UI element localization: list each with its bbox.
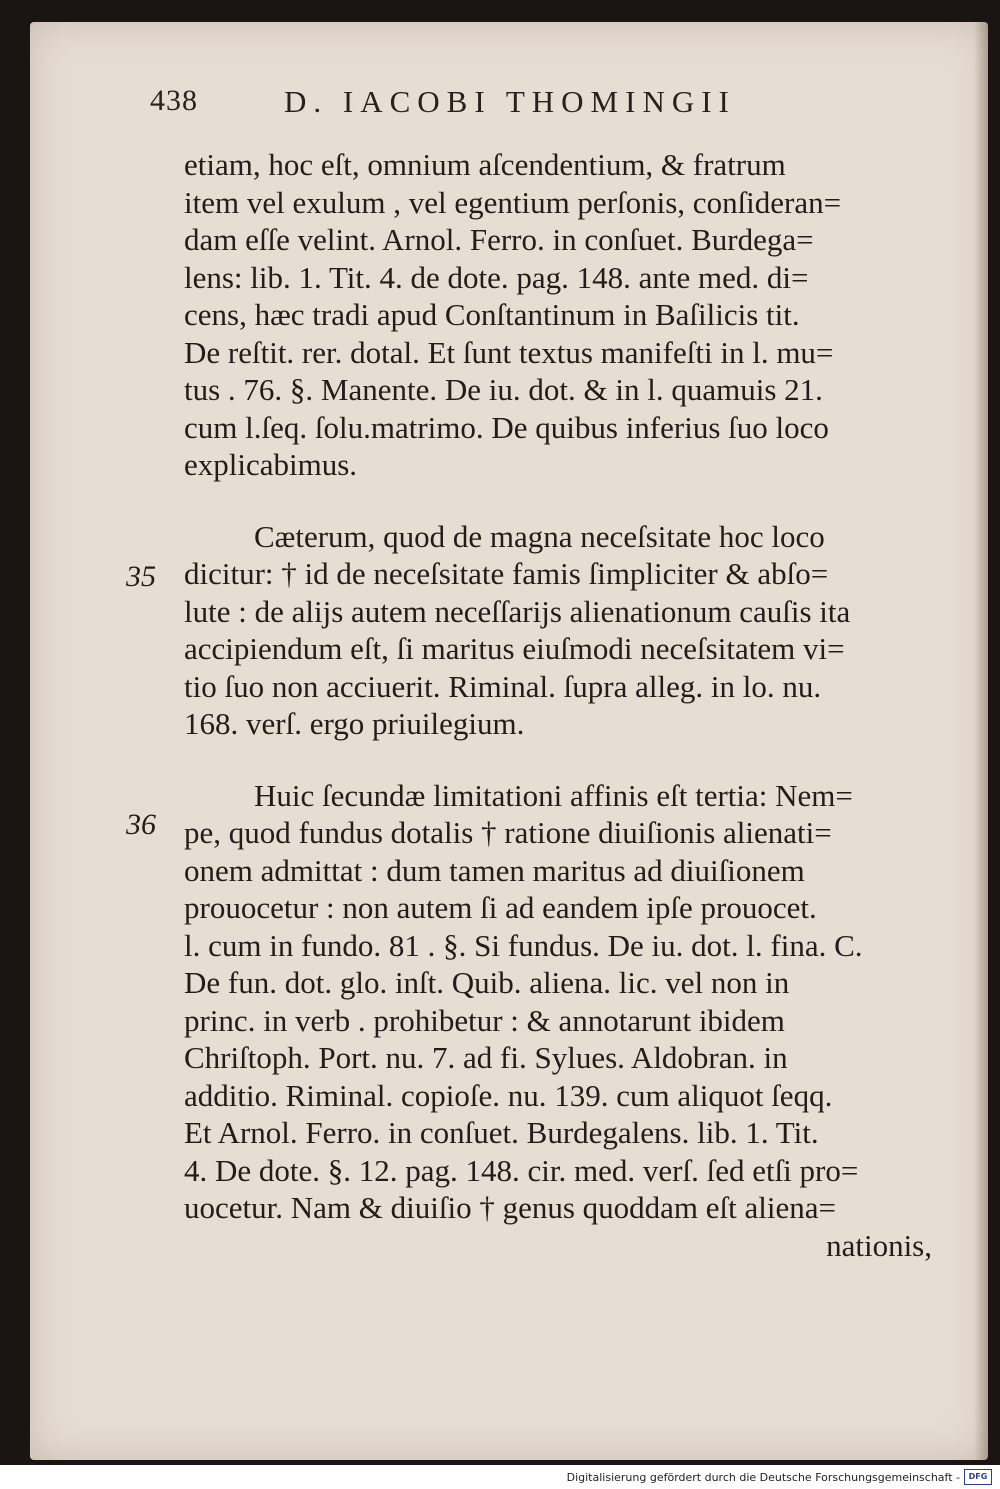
catchword: nationis, — [826, 1227, 932, 1263]
text-line: princ. in verb . prohibetur : & annotarunt ibidem — [184, 1002, 785, 1038]
text-line: lens: lib. 1. Tit. 4. de dote. pag. 148. ante med. di= — [184, 259, 809, 295]
text-line: dam eſſe velint. Arnol. Ferro. in conſuet. Burdega= — [184, 222, 814, 257]
page-edge-shadow — [974, 22, 988, 1460]
text-line: accipiendum eſt, ſi maritus eiuſmodi neceſsitatem vi= — [184, 631, 845, 666]
paragraph-3 — [184, 777, 944, 1265]
funding-notice: Digitalisierung gefördert durch die Deutsche Forschungsgemeinschaft - — [566, 1471, 960, 1484]
text-line: uocetur. Nam & diuiſio † genus quoddam eſt aliena= — [184, 1190, 836, 1225]
running-head: D. IACOBI THOMINGII — [284, 84, 736, 119]
text-line: De fun. dot. glo. inſt. Quib. aliena. lic. vel non in — [184, 965, 790, 1000]
paragraph-2 — [184, 518, 944, 743]
text-line: tio ſuo non acciuerit. Riminal. ſupra alleg. in lo. nu. — [184, 668, 822, 704]
text-line: lute : de alijs autem neceſſarijs alienationum cauſis ita — [184, 593, 851, 629]
footer-bar — [0, 1465, 1000, 1489]
margin-number-36: 36 — [126, 808, 156, 841]
text-line: Huic ſecundæ limitationi affinis eſt tertia: Nem= — [254, 777, 853, 813]
text-line: l. cum in fundo. 81 . §. Si fundus. De iu. dot. l. fina. C. — [184, 927, 863, 963]
text-line: cum l.ſeq. ſolu.matrimo. De quibus inferius ſuo loco — [184, 409, 829, 445]
text-line: tus . 76. §. Manente. De iu. dot. & in l. quamuis 21. — [184, 372, 823, 407]
text-line: Chriſtoph. Port. nu. 7. ad fi. Sylues. Aldobran. in — [184, 1040, 788, 1075]
paragraph-1 — [184, 146, 944, 484]
margin-number-35: 35 — [126, 560, 156, 593]
page-number: 438 — [150, 84, 198, 117]
text-line: De reſtit. rer. dotal. Et ſunt textus manifeſti in l. mu= — [184, 334, 834, 370]
text-line: dicitur: † id de neceſsitate famis ſimpliciter & abſo= — [184, 556, 829, 591]
text-line: Et Arnol. Ferro. in conſuet. Burdegalens. lib. 1. Tit. — [184, 1115, 819, 1150]
body-text — [184, 146, 944, 1264]
text-line: prouocetur : non autem ſi ad eandem ipſe prouocet. — [184, 890, 817, 925]
text-line: onem admittat : dum tamen maritus ad diuiſionem — [184, 852, 805, 888]
text-line: additio. Riminal. copioſe. nu. 139. cum aliquot ſeqq. — [184, 1077, 833, 1113]
text-line: Cæterum, quod de magna neceſsitate hoc loco — [254, 518, 825, 554]
text-line: pe, quod fundus dotalis † ratione diuiſionis alienati= — [184, 815, 832, 850]
dfg-logo-icon: DFG — [964, 1469, 992, 1485]
text-line: item vel exulum , vel egentium perſonis, conſideran= — [184, 184, 842, 220]
paragraph-gap — [184, 484, 944, 518]
paragraph-gap — [184, 743, 944, 777]
text-line: 4. De dote. §. 12. pag. 148. cir. med. verſ. ſed etſi pro= — [184, 1152, 859, 1188]
text-line: cens, hæc tradi apud Conſtantinum in Baſilicis tit. — [184, 297, 800, 332]
page-header — [150, 84, 950, 134]
text-line: explicabimus. — [184, 447, 358, 482]
text-line: etiam, hoc eſt, omnium aſcendentium, & fratrum — [184, 147, 786, 182]
text-line: 168. verſ. ergo priuilegium. — [184, 706, 525, 741]
